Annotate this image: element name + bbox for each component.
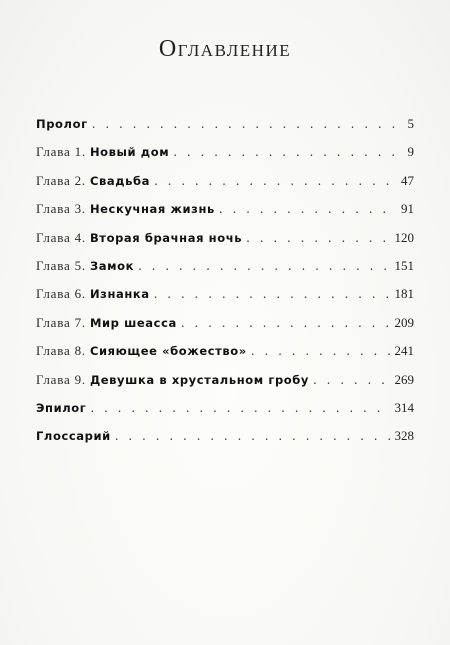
toc-entry-chapter-5 (36, 258, 414, 286)
toc-entry-name: Глоссарий (36, 429, 111, 444)
toc-entry-name: Новый дом (89, 145, 170, 160)
toc-entry-page: 5 (407, 116, 414, 131)
dot-leader (90, 401, 390, 415)
dot-leader (92, 117, 400, 131)
toc-entry-page: 151 (394, 257, 414, 273)
toc-entry-page: 181 (394, 286, 414, 302)
toc-entry-page: 120 (394, 229, 414, 245)
toc-entry-name: Сияющее «божество» (89, 344, 247, 359)
dot-leader (219, 202, 397, 216)
toc-entry-chapter-7 (36, 315, 414, 343)
toc-entry-page: 47 (401, 172, 414, 188)
dot-leader (138, 259, 391, 273)
toc-entry-chapter-8 (36, 343, 414, 371)
toc-entry-name: Пролог (36, 117, 88, 131)
dot-leader (313, 373, 390, 387)
dot-leader (115, 429, 391, 443)
toc-entry-prefix: Глава 9. (36, 371, 86, 387)
toc-entry-page: 314 (394, 399, 414, 415)
toc-entry-prefix: Глава 2. (36, 172, 86, 188)
toc-entry-chapter-4 (36, 230, 414, 258)
toc-entry-chapter-2 (36, 173, 414, 201)
toc-entry-page: 9 (407, 144, 414, 160)
toc-entry-page: 91 (401, 201, 414, 217)
toc-entry-page: 241 (394, 343, 414, 359)
toc-entry-chapter-3 (36, 201, 414, 229)
toc-entry-prefix: Глава 1. (36, 144, 86, 160)
toc-entry-name: Свадьба (89, 173, 150, 188)
toc-entry-page: 328 (394, 428, 414, 444)
toc-entry-page: 269 (394, 371, 414, 387)
toc-entry-epilogue (36, 400, 414, 428)
toc-entry-glossary (36, 428, 414, 456)
toc-entry-prefix: Глава 8. (36, 343, 86, 359)
toc-entry-chapter-6 (36, 286, 414, 314)
toc-entry-name: Эпилог (36, 400, 87, 415)
toc-entry-page: 209 (394, 314, 414, 330)
toc-entry-prefix: Глава 3. (36, 201, 86, 217)
dot-leader (246, 231, 390, 245)
toc-entry-name: Мир шеасса (89, 315, 177, 330)
toc-entry-name: Замок (89, 258, 134, 273)
toc-entry-prefix: Глава 4. (36, 229, 86, 245)
dot-leader (154, 174, 397, 188)
dot-leader (154, 287, 391, 301)
toc-entry-name: Девушка в хрустальном гробу (89, 372, 310, 387)
toc-entry-chapter-9 (36, 372, 414, 400)
toc-entry-prefix: Глава 7. (36, 314, 86, 330)
dot-leader (181, 316, 391, 330)
toc-entry-prologue (36, 116, 414, 144)
toc-entry-prefix: Глава 6. (36, 286, 86, 302)
page-title: Оглавление (158, 36, 292, 62)
toc-entry-chapter-1 (36, 144, 414, 172)
toc-entry-name: Нескучная жизнь (89, 202, 215, 217)
dot-leader (251, 344, 391, 358)
table-of-contents (36, 116, 414, 457)
toc-entry-prefix: Глава 5. (36, 257, 86, 273)
toc-entry-name: Изнанка (89, 287, 150, 302)
toc-entry-name: Вторая брачная ночь (89, 230, 243, 245)
dot-leader (173, 145, 400, 159)
